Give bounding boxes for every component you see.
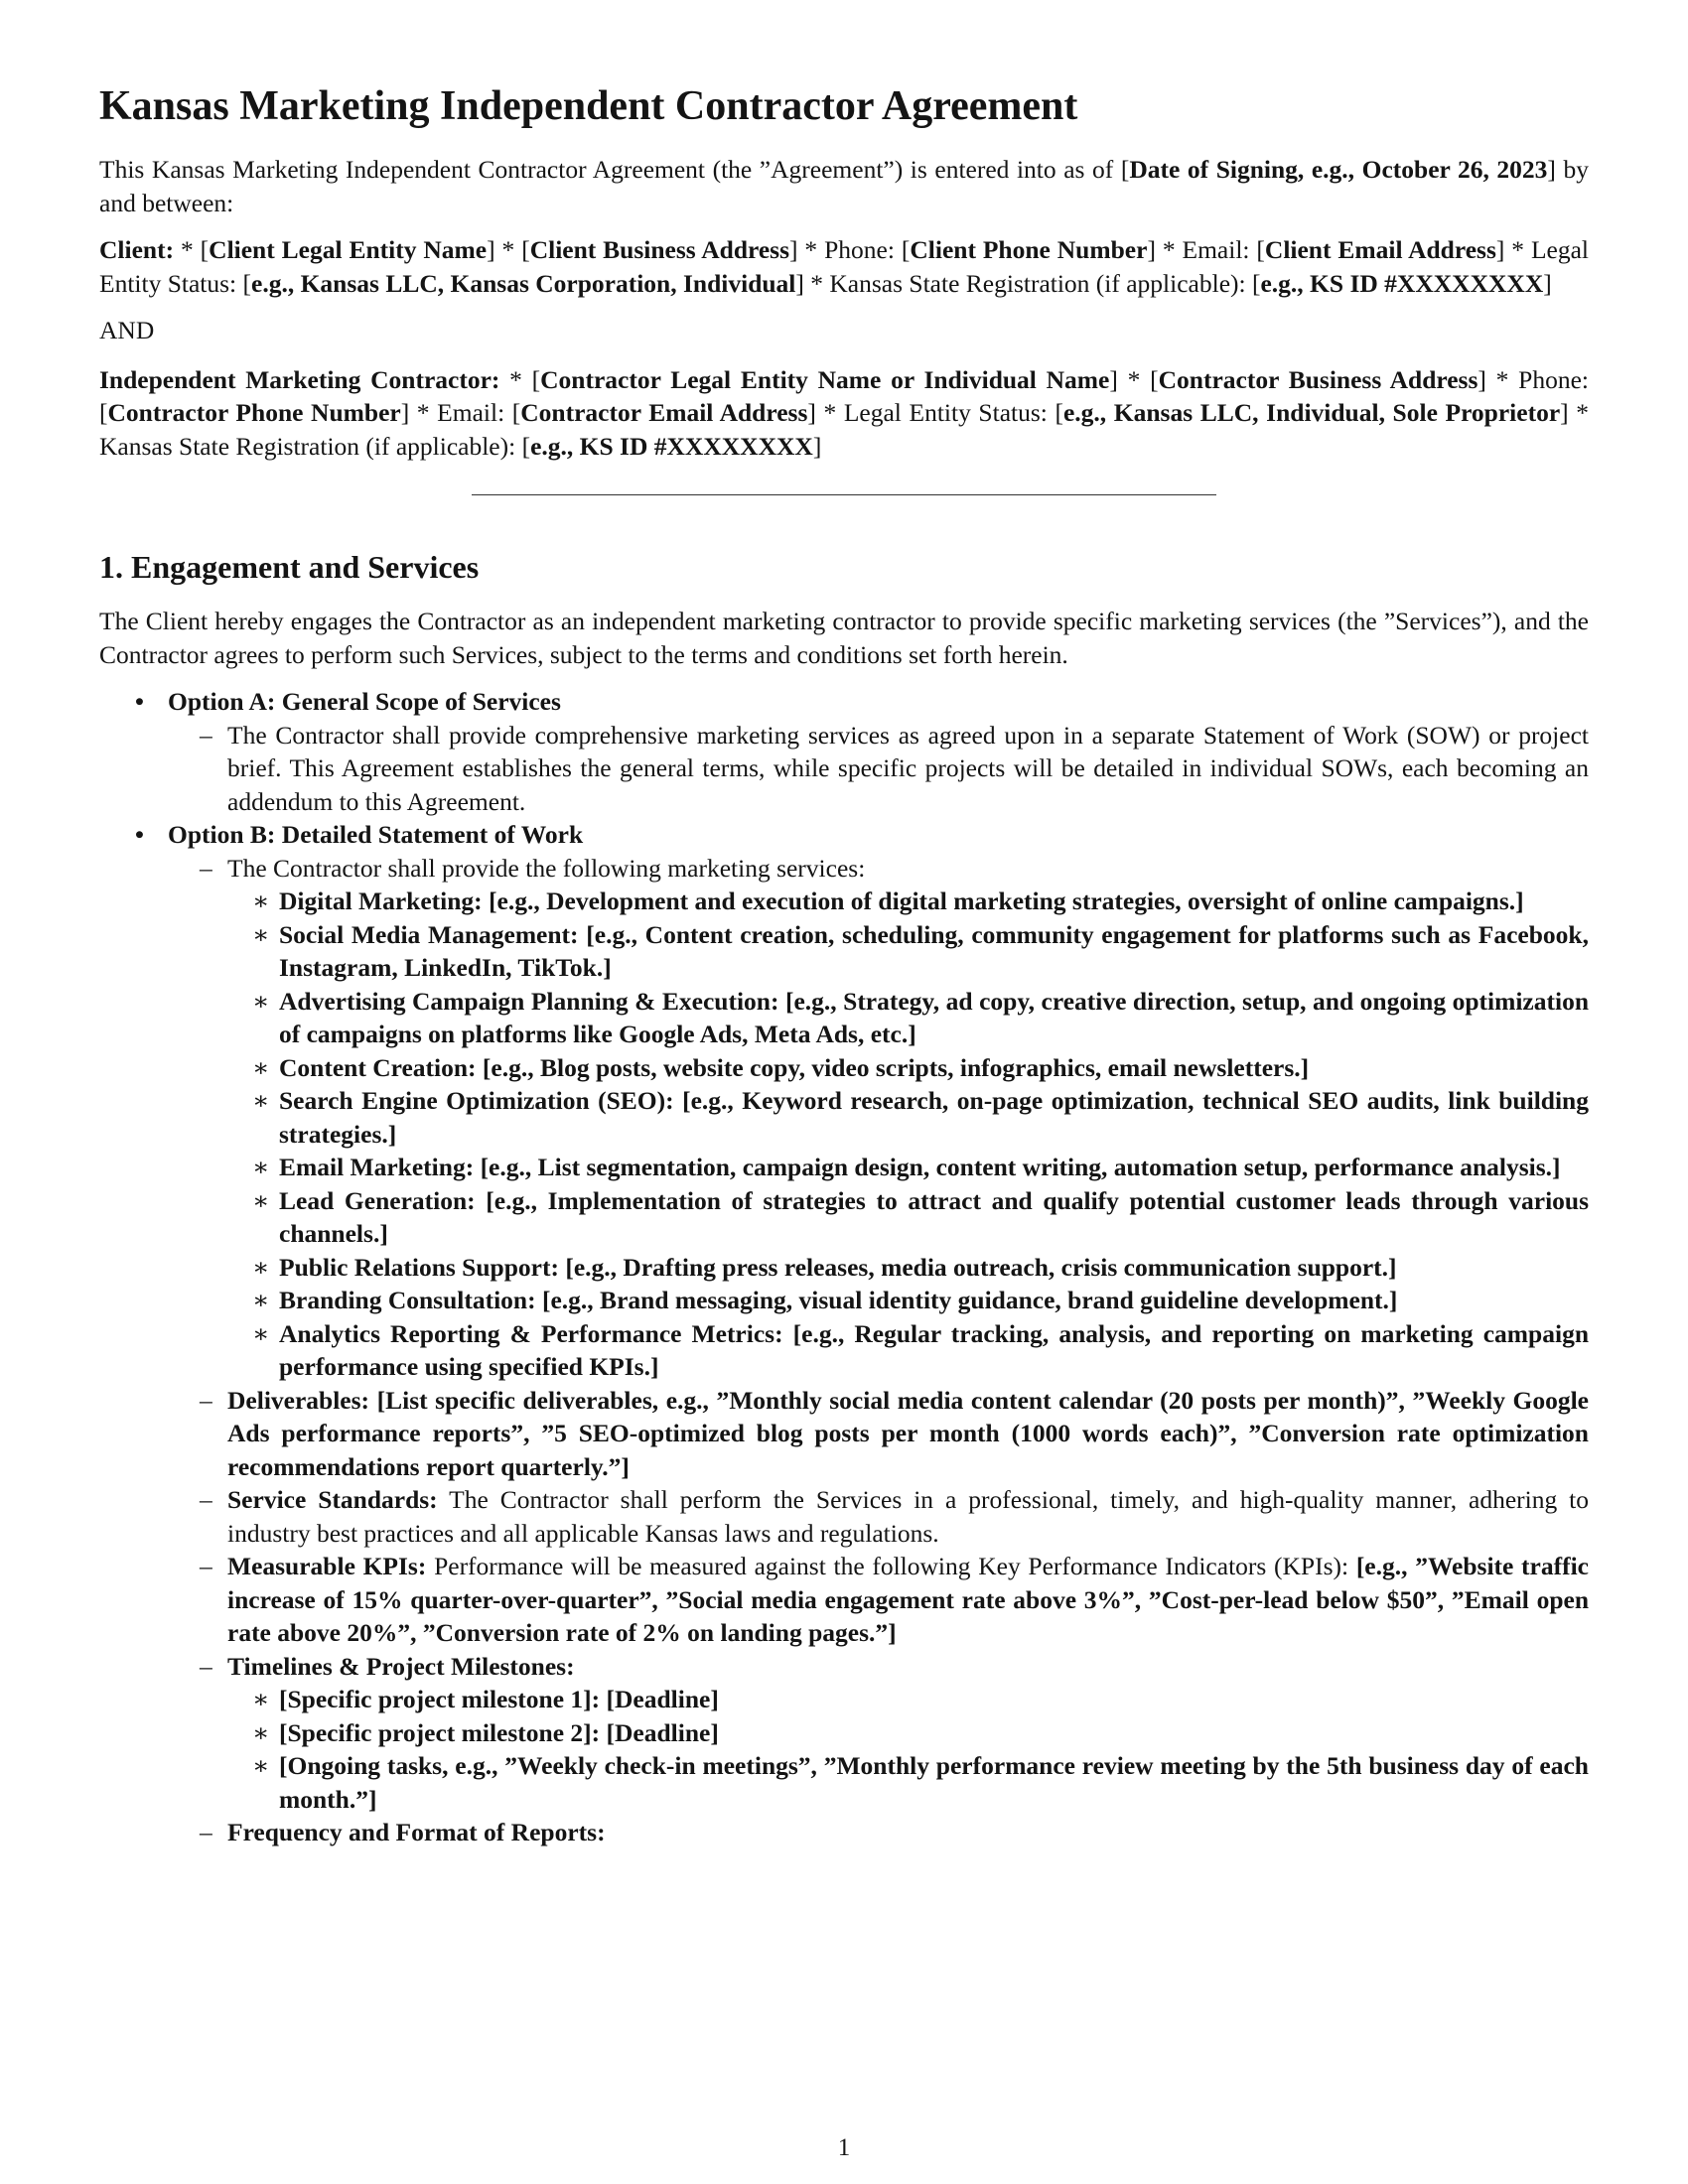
client-block: Client: * [Client Legal Entity Name] * [Client Business Address] * Phone: [Client Phone Number] * Email: [Client Email Address] * Legal Entity Status: [e.g., Kansas LLC, Kansas Corporation, Individual] * Kansas State Registration (if applicable): [e.g., KS ID #XXXXXXXX] bbox=[99, 235, 1590, 298]
service-item bbox=[227, 1151, 1589, 1184]
service-name: Advertising Campaign Planning & Execution: bbox=[279, 986, 779, 1016]
page-number: 1 bbox=[837, 2134, 851, 2161]
service-name: Email Marketing: bbox=[279, 1153, 475, 1181]
option-b-label: Option B: Detailed Statement of Work bbox=[168, 820, 584, 849]
service-name: Public Relations Support: bbox=[279, 1252, 559, 1282]
service-desc: [e.g., Keyword research, on-page optimization, technical SEO audits, link building strategies.] bbox=[279, 1086, 1589, 1149]
milestone-text: [Specific project milestone 2]: [Deadline] bbox=[279, 1717, 719, 1747]
service-item bbox=[227, 1284, 1589, 1317]
service-desc: [e.g., Brand messaging, visual identity guidance, brand guideline development.] bbox=[542, 1286, 1398, 1314]
service-standards-label: Service Standards: bbox=[227, 1485, 438, 1514]
timelines-label: Timelines & Project Milestones: bbox=[227, 1651, 575, 1681]
section-1-heading: 1. Engagement and Services bbox=[99, 549, 480, 585]
kpis-text: Performance will be measured against the following Key Performance Indicators (KPIs): bbox=[434, 1552, 1349, 1580]
service-item bbox=[227, 1084, 1589, 1151]
service-name: Digital Marketing: bbox=[279, 887, 483, 915]
service-name: Branding Consultation: bbox=[279, 1286, 536, 1314]
option-a-label: Option A: General Scope of Services bbox=[168, 687, 561, 716]
milestone-item bbox=[227, 1749, 1589, 1816]
contractor-block: Independent Marketing Contractor: * [Contractor Legal Entity Name or Individual Name] * [Contractor Business Address] * Phone: [Contractor Phone Number] * Email: [Contractor Email Address] * Legal Entity Status: [e.g., Kansas LLC, Individual, Sole Proprietor] * Kansas State Registration (if applicable): [e.g., KS ID #XXXXXXXX] bbox=[99, 364, 1590, 461]
service-item bbox=[227, 1184, 1589, 1251]
service-desc: [e.g., Implementation of strategies to attract and qualify potential customer leads through various channels.] bbox=[279, 1185, 1590, 1248]
service-desc: [e.g., Development and execution of digital marketing strategies, oversight of online campaigns.] bbox=[489, 887, 1524, 915]
option-b-sublist bbox=[168, 852, 1589, 1849]
service-item bbox=[227, 1251, 1589, 1285]
reports-label: Frequency and Format of Reports: bbox=[227, 1818, 606, 1846]
kpis-item bbox=[168, 1550, 1589, 1650]
service-name: Search Engine Optimization (SEO): bbox=[279, 1086, 674, 1115]
service-item bbox=[227, 985, 1589, 1051]
horizontal-rule bbox=[472, 494, 1216, 495]
contractor-address: Contractor Business Address bbox=[1158, 364, 1478, 394]
client-reg-label: Kansas State Registration (if applicable): bbox=[829, 268, 1246, 298]
service-desc: [e.g., Content creation, scheduling, community engagement for platforms such as Facebook, Instagram, LinkedIn, TikTok.] bbox=[279, 919, 1589, 982]
kpis-label: Measurable KPIs: bbox=[227, 1552, 427, 1580]
section-1-intro: The Client hereby engages the Contractor as an independent marketing contractor to provide specific marketing services (the ”Services”), and the Contractor agrees to perform such Services, subject to the terms and conditions set forth herein. bbox=[99, 607, 1589, 669]
client-email: Client Email Address bbox=[1264, 235, 1496, 264]
deliverables-item bbox=[168, 1384, 1589, 1484]
service-item bbox=[227, 1317, 1589, 1384]
service-item bbox=[227, 1051, 1589, 1085]
client-phone-label: Phone: bbox=[824, 235, 895, 264]
document-title: Kansas Marketing Independent Contractor Agreement bbox=[99, 83, 1078, 129]
contractor-reg-label: Kansas State Registration (if applicable): bbox=[99, 431, 516, 461]
client-name: Client Legal Entity Name bbox=[209, 235, 488, 264]
milestone-text: [Specific project milestone 1]: [Deadline] bbox=[279, 1685, 719, 1713]
contractor-reg: e.g., KS ID #XXXXXXXX bbox=[530, 431, 813, 461]
service-standards-item bbox=[168, 1483, 1589, 1550]
milestones-list bbox=[227, 1683, 1589, 1816]
service-standards-text: The Contractor shall perform the Services in a professional, timely, and high-quality manner, adhering to industry best practices and all applicable Kansas laws and regulations. bbox=[227, 1485, 1589, 1548]
contractor-phone: Contractor Phone Number bbox=[107, 398, 401, 427]
options-list bbox=[99, 685, 1589, 1849]
service-desc: [e.g., Regular tracking, analysis, and reporting on marketing campaign performance using specified KPIs.] bbox=[279, 1318, 1589, 1381]
service-desc: [e.g., Drafting press releases, media outreach, crisis communication support.] bbox=[565, 1252, 1397, 1282]
service-item bbox=[227, 885, 1589, 918]
and-separator: AND bbox=[99, 316, 155, 344]
contractor-phone-label: Phone: bbox=[1518, 364, 1589, 394]
services-intro: The Contractor shall provide the following marketing services: bbox=[227, 853, 866, 883]
deliverables-text: [List specific deliverables, e.g., ”Monthly social media content calendar (20 posts per month)”, ”Weekly Google Ads performance reports”, ”5 SEO-optimized blog posts per month (1000 words each)”, ”Conversion rate optimization recommendations report quarterly.”] bbox=[227, 1385, 1590, 1481]
client-phone: Client Phone Number bbox=[910, 235, 1148, 264]
client-label: Client: bbox=[99, 235, 175, 264]
intro-tail: ] by and between: bbox=[99, 155, 1589, 217]
client-reg: e.g., KS ID #XXXXXXXX bbox=[1260, 268, 1544, 298]
milestone-item bbox=[227, 1716, 1589, 1750]
client-address: Client Business Address bbox=[529, 235, 790, 264]
service-name: Analytics Reporting & Performance Metrics: bbox=[279, 1318, 783, 1348]
service-name: Content Creation: bbox=[279, 1052, 477, 1082]
contractor-email: Contractor Email Address bbox=[520, 398, 808, 427]
document-body bbox=[99, 81, 1589, 1849]
milestone-text: [Ongoing tasks, e.g., ”Weekly check-in meetings”, ”Monthly performance review meeting by the 5th business day of each month.”] bbox=[279, 1751, 1589, 1814]
option-a-text: – The Contractor shall provide comprehensive marketing services as agreed upon in a separate Statement of Work (SOW) or project brief. This Agreement establishes the general terms, while specific projects will be detailed in individual SOWs, each becoming an addendum to this Agreement. bbox=[168, 719, 1589, 819]
service-desc: [e.g., Strategy, ad copy, creative direction, setup, and ongoing optimization of campaigns on platforms like Google Ads, Meta Ads, etc.] bbox=[279, 986, 1589, 1048]
option-a-sublist bbox=[168, 719, 1589, 819]
client-email-label: Email: bbox=[1182, 235, 1250, 264]
option-a bbox=[99, 685, 1589, 818]
service-desc: [e.g., Blog posts, website copy, video scripts, infographics, email newsletters.] bbox=[482, 1052, 1310, 1082]
contractor-status: e.g., Kansas LLC, Individual, Sole Proprietor bbox=[1062, 398, 1561, 427]
option-b bbox=[99, 818, 1589, 1849]
deliverables-label: Deliverables: bbox=[227, 1385, 370, 1415]
service-desc: [e.g., List segmentation, campaign design, content writing, automation setup, performance analysis.] bbox=[480, 1153, 1561, 1181]
reports-item bbox=[168, 1816, 1589, 1849]
date-placeholder: Date of Signing, e.g., October 26, 2023 bbox=[1129, 155, 1548, 184]
timelines-item bbox=[168, 1650, 1589, 1817]
service-name: Lead Generation: bbox=[279, 1185, 476, 1215]
services-item bbox=[168, 852, 1589, 1384]
client-status: e.g., Kansas LLC, Kansas Corporation, Individual bbox=[251, 268, 796, 298]
client-status-label: Legal Entity Status: bbox=[99, 235, 1590, 298]
service-item bbox=[227, 918, 1589, 985]
contractor-label: Independent Marketing Contractor: bbox=[99, 364, 500, 394]
intro-lead: This Kansas Marketing Independent Contractor Agreement (the ”Agreement”) is entered into as of [ bbox=[99, 155, 1130, 184]
milestone-item bbox=[227, 1683, 1589, 1716]
kpis-examples: [e.g., ”Website traffic increase of 15% quarter-over-quarter”, ”Social media engagement rate above 3%”, ”Cost-per-lead below $50”, ”Email open rate above 20%”, ”Conversion rate of 2% on landing pages.”] bbox=[227, 1552, 1590, 1647]
intro-paragraph bbox=[99, 153, 1589, 219]
contractor-status-label: Legal Entity Status: bbox=[843, 398, 1048, 427]
contractor-email-label: Email: bbox=[437, 398, 505, 427]
services-list bbox=[227, 885, 1589, 1384]
contractor-name: Contractor Legal Entity Name or Individual Name bbox=[540, 364, 1110, 394]
service-name: Social Media Management: bbox=[279, 919, 579, 949]
